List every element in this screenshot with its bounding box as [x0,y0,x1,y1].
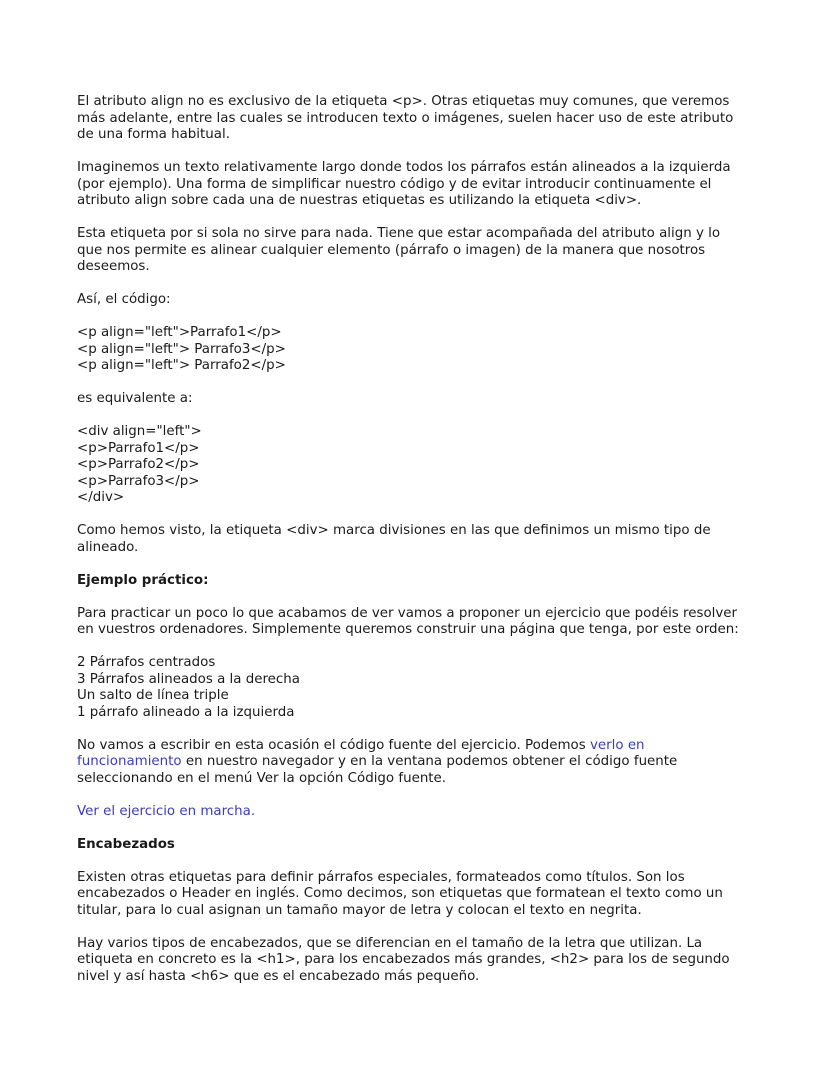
code-line: <p>Parrafo2</p> [77,457,200,472]
code-line: <p>Parrafo1</p> [77,440,200,456]
exercise-requirements-list [77,655,767,721]
code-line: <p align="left"> Parrafo2</p> [77,358,286,373]
code-line: <div align="left"> [77,424,202,439]
paragraph-div-intro [77,160,767,210]
list-item: 1 párrafo alineado a la izquierda [77,704,295,720]
paragraph-exercise-link [77,804,767,821]
text-line: de una forma habitual. [77,127,230,142]
text-line: etiqueta en concreto es la <h1>, para los encabezados más grandes, <h2> para los de segundo [77,952,730,967]
text-line: Existen otras etiquetas para definir párrafos especiales, formateados como títulos. Son los [77,869,685,885]
text-line: Como hemos visto, la etiqueta <div> marca divisiones en las que definimos un mismo tipo de [77,523,711,538]
link-ver-ejercicio[interactable]: Ver el ejercicio en marcha. [77,803,256,819]
text-line: El atributo align no es exclusivo de la etiqueta <p>. Otras etiquetas muy comunes, que veremos [77,94,730,109]
paragraph-header-types [77,936,767,986]
text-line: alineado. [77,539,139,555]
code-line: <p>Parrafo3</p> [77,473,200,489]
paragraph-align-intro [77,94,767,144]
code-example-div [77,424,767,507]
heading-encabezados: Encabezados [77,836,175,852]
text-line: titular, para lo cual asignan un tamaño mayor de letra y colocan el texto en negrita. [77,902,642,918]
text-fragment: en nuestro navegador y en la ventana podemos obtener el código fuente [181,754,678,769]
list-item: 2 Párrafos centrados [77,655,216,670]
list-item: 3 Párrafos alineados a la derecha [77,671,300,687]
text-line: encabezados o Header en inglés. Como decimos, son etiquetas que formatean el texto como un [77,886,723,901]
text-line: Esta etiqueta por si sola no sirve para nada. Tiene que estar acompañada del atributo align y lo [77,226,721,241]
text-line: nivel y así hasta <h6> que es el encabezado más pequeño. [77,968,480,984]
paragraph-div-purpose [77,226,767,276]
text-line: Imaginemos un texto relativamente largo donde todos los párrafos están alineados a la izquierda [77,160,731,175]
text-line: (por ejemplo). Una forma de simplificar nuestro código y de evitar introducir continuamente el [77,176,712,192]
text-line: deseemos. [77,259,150,274]
code-line: <p align="left">Parrafo1</p> [77,325,282,340]
text-line: Así, el código: [77,292,171,307]
text-line: atributo align sobre cada una de nuestras etiquetas es utilizando la etiqueta <div>. [77,193,642,208]
text-line: en vuestros ordenadores. Simplemente queremos construir una página que tenga, por este orden: [77,622,739,637]
heading-practical-example: Ejemplo práctico: [77,572,209,588]
text-line [77,738,767,755]
text-line [77,754,767,771]
text-line: que nos permite es alinear cualquier elemento (párrafo o imagen) de la manera que nosotros [77,242,706,258]
document-page [77,94,767,1002]
text-line: Para practicar un poco lo que acabamos de ver vamos a proponer un ejercicio que podéis resolver [77,605,738,621]
text-fragment: No vamos a escribir en esta ocasión el código fuente del ejercicio. Podemos [77,737,590,753]
paragraph-headers-intro [77,870,767,920]
link-verlo-en-funcionamiento-part2[interactable]: funcionamiento [77,754,182,769]
text-line: más adelante, entre las cuales se introducen texto o imágenes, suelen hacer uso de este atributo [77,110,734,126]
paragraph-source-code-note [77,738,767,788]
list-item: Un salto de línea triple [77,688,229,703]
paragraph-div-summary [77,523,767,556]
paragraph-exercise-intro [77,606,767,639]
code-example-p-tags [77,325,767,375]
code-line: <p align="left"> Parrafo3</p> [77,341,286,357]
paragraph-equivalent [77,391,767,408]
text-line: Hay varios tipos de encabezados, que se diferencian en el tamaño de la letra que utilizan. La [77,935,703,951]
link-verlo-en-funcionamiento-part1[interactable]: verlo en [589,737,645,753]
paragraph-code-intro [77,292,767,309]
code-line: </div> [77,490,125,505]
text-line: es equivalente a: [77,391,193,406]
text-line: seleccionando en el menú Ver la opción Código fuente. [77,770,447,786]
